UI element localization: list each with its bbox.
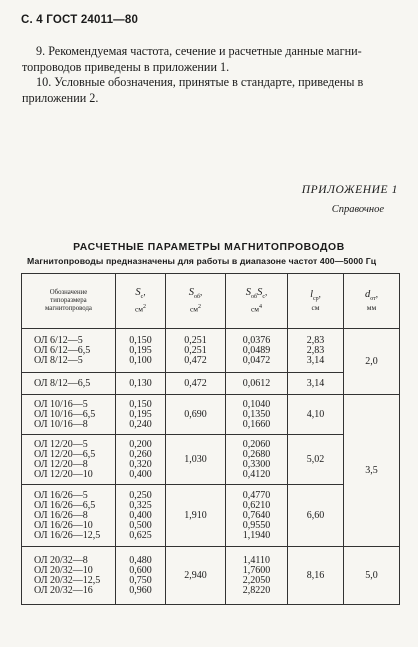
sc-value: 0,320 <box>129 458 152 470</box>
designation-value: ОЛ 12/20—10 <box>34 468 93 480</box>
paragraph-9 <box>22 44 400 75</box>
designation-value: ОЛ 20/32—12,5 <box>34 574 101 586</box>
header-sobsc-subscript-2: с <box>262 294 265 301</box>
table-row-group <box>22 485 400 547</box>
table-subtitle: Магнитопроводы предназначены для работы в диапазоне частот 400—5000 Гц <box>27 256 377 266</box>
designation-value: ОЛ 6/12—5 <box>34 334 83 346</box>
designation-value: ОЛ 10/16—8 <box>34 418 88 430</box>
lcp-value: 2,83 <box>306 334 325 346</box>
page-header: С. 4 ГОСТ 24011—80 <box>21 14 139 26</box>
header-lcp-subscript: ср <box>313 295 319 302</box>
sobsc-value: 0,1350 <box>242 408 271 420</box>
sobsc-value: 0,3300 <box>242 458 271 470</box>
appendix-title: ПРИЛОЖЕНИЕ 1 <box>301 184 398 196</box>
sc-cell <box>116 329 166 373</box>
sc-value: 0,500 <box>129 519 152 531</box>
header-lcp-symbol: l <box>310 288 313 300</box>
dot-value: 2,0 <box>365 356 378 367</box>
sob-value: 1,030 <box>184 454 207 465</box>
header-lcp: $l_{ср}$, см <box>288 274 344 329</box>
designation-value: ОЛ 8/12—5 <box>34 354 83 366</box>
sc-value: 0,480 <box>129 554 152 566</box>
sc-value: 0,195 <box>129 408 152 420</box>
designation-cell <box>22 547 116 605</box>
sobsc-cell <box>226 435 288 485</box>
designation-value: ОЛ 10/16—5 <box>34 398 88 410</box>
sc-cell <box>116 435 166 485</box>
designation-value: ОЛ 6/12—6,5 <box>34 344 91 356</box>
sc-cell <box>116 373 166 395</box>
sob-value: 1,910 <box>184 510 207 521</box>
sc-cell <box>116 485 166 547</box>
designation-cell <box>22 485 116 547</box>
sob-value: 0,472 <box>184 354 207 366</box>
sc-value: 0,150 <box>129 398 152 410</box>
lcp-value: 4,10 <box>306 409 325 420</box>
designation-value: ОЛ 20/32—10 <box>34 564 93 576</box>
sob-value: 0,472 <box>184 377 207 389</box>
designation-value: ОЛ 20/32—8 <box>34 554 88 566</box>
sob-cell <box>166 547 226 605</box>
designation-value: ОЛ 16/26—6,5 <box>34 499 96 511</box>
sobsc-cell <box>226 547 288 605</box>
sob-value: 0,690 <box>184 409 207 420</box>
sc-value: 0,100 <box>129 354 152 366</box>
table-row-group <box>22 435 400 485</box>
sc-value: 0,400 <box>129 509 152 521</box>
header-dot-subscript: от <box>370 295 376 302</box>
header-sc-unit: см <box>134 304 144 314</box>
sc-value: 0,250 <box>129 489 152 501</box>
sc-value: 0,240 <box>129 418 152 430</box>
lcp-cell <box>288 373 344 395</box>
sc-cell <box>116 395 166 435</box>
header-sob-unit: см <box>189 304 199 314</box>
sobsc-value: 0,0489 <box>242 344 271 356</box>
sobsc-value: 0,1660 <box>242 418 271 430</box>
sc-value: 0,400 <box>129 468 152 480</box>
lcp-value: 3,14 <box>306 377 325 389</box>
designation-value: ОЛ 16/26—5 <box>34 489 88 501</box>
paragraph-9-line-1: 9. Рекомендуемая частота, сечение и расчетные данные магни- <box>36 44 362 58</box>
header-dot-symbol: d <box>364 288 371 300</box>
sobsc-value: 0,1040 <box>242 398 271 410</box>
sobsc-cell <box>226 329 288 373</box>
header-sobsc-subscript-1: об <box>251 294 258 301</box>
dot-value: 5,0 <box>365 570 378 581</box>
header-sobsc-symbol-2: S <box>257 287 263 299</box>
sobsc-value: 0,9550 <box>242 519 271 531</box>
sobsc-value: 0,0612 <box>242 377 271 389</box>
sc-value: 0,325 <box>129 499 152 511</box>
designation-value: ОЛ 10/16—6,5 <box>34 408 96 420</box>
header-sc-symbol: S <box>135 287 141 299</box>
paragraph-10-line-1: 10. Условные обозначения, принятые в стандарте, приведены в <box>36 75 364 89</box>
header-designation-line-1: Обозначение <box>49 289 88 296</box>
header-sc-exponent: 2 <box>143 304 147 311</box>
designation-value: ОЛ 16/26—10 <box>34 519 93 531</box>
sobsc-value: 0,7640 <box>242 509 271 521</box>
header-dot: $d_{от}$, мм <box>344 274 400 329</box>
lcp-cell <box>288 435 344 485</box>
header-sobsc-symbol-1: S <box>245 287 251 299</box>
table-header-row <box>22 274 400 329</box>
sc-value: 0,625 <box>129 529 152 541</box>
header-sc: $S_с$, $см^2$ <box>116 274 166 329</box>
sobsc-value: 1,4110 <box>242 554 271 566</box>
sobsc-value: 0,4120 <box>242 468 271 480</box>
lcp-value: 5,02 <box>306 454 325 465</box>
table-title: РАСЧЕТНЫЕ ПАРАМЕТРЫ МАГНИТОПРОВОДОВ <box>73 242 345 253</box>
sobsc-value: 0,0472 <box>242 354 271 366</box>
table-row-group <box>22 547 400 605</box>
lcp-value: 8,16 <box>306 570 325 581</box>
sob-cell <box>166 435 226 485</box>
lcp-value: 2,83 <box>306 344 325 356</box>
sob-value: 0,251 <box>184 334 207 346</box>
designation-value: ОЛ 8/12—6,5 <box>34 377 91 389</box>
sc-value: 0,600 <box>129 564 152 576</box>
sobsc-value: 0,0376 <box>242 334 271 346</box>
sobsc-cell <box>226 373 288 395</box>
sobsc-value: 0,2060 <box>242 438 271 450</box>
dot-cell <box>344 395 400 547</box>
header-sob: $S_{об}$, $см^2$ <box>166 274 226 329</box>
table-row-group <box>22 373 400 395</box>
sc-value: 0,750 <box>129 574 152 586</box>
sobsc-value: 0,6210 <box>242 499 271 511</box>
sobsc-value: 0,4770 <box>242 489 271 501</box>
table-row-group <box>22 395 400 435</box>
header-designation-line-2: типоразмера <box>50 297 87 304</box>
lcp-value: 6,60 <box>306 510 325 521</box>
sc-value: 0,260 <box>129 448 152 460</box>
lcp-cell <box>288 485 344 547</box>
dot-cell <box>344 329 400 395</box>
lcp-cell <box>288 329 344 373</box>
paragraph-9-line-2: топроводов приведены в приложении 1. <box>22 59 230 74</box>
designation-value: ОЛ 12/20—8 <box>34 458 88 470</box>
sc-value: 0,130 <box>129 377 152 389</box>
sob-cell <box>166 395 226 435</box>
sobsc-value: 1,1940 <box>242 529 271 541</box>
sob-cell <box>166 485 226 547</box>
designation-value: ОЛ 12/20—6,5 <box>34 448 96 460</box>
header-sob-subscript: об <box>193 294 201 301</box>
designation-value: ОЛ 16/26—12,5 <box>34 529 101 541</box>
table-row-group <box>22 329 400 373</box>
header-sobsc-exponent: 4 <box>259 304 263 311</box>
header-sob-exponent: 2 <box>198 304 202 311</box>
dot-value: 3,5 <box>365 465 378 476</box>
sobsc-value: 0,2680 <box>242 448 271 460</box>
sc-value: 0,200 <box>129 438 152 450</box>
header-sobsc: $S_{об}S_с$, $см^4$ <box>226 274 288 329</box>
lcp-cell <box>288 395 344 435</box>
header-dot-unit: мм <box>366 303 377 313</box>
designation-cell <box>22 329 116 373</box>
header-lcp-unit: см <box>311 303 320 313</box>
designation-cell <box>22 373 116 395</box>
sob-cell <box>166 373 226 395</box>
header-sob-symbol: S <box>188 287 194 299</box>
parameters-table <box>21 273 400 605</box>
sc-value: 0,195 <box>129 344 152 356</box>
sc-value: 0,150 <box>129 334 152 346</box>
sc-cell <box>116 547 166 605</box>
paragraph-10-line-2: приложении 2. <box>22 90 99 105</box>
appendix-status: Справочное <box>331 204 384 215</box>
sobsc-cell <box>226 395 288 435</box>
sobsc-value: 1,7600 <box>242 564 271 576</box>
paragraph-10 <box>22 75 400 106</box>
sob-value: 2,940 <box>184 570 207 581</box>
dot-cell <box>344 547 400 605</box>
sobsc-value: 2,8220 <box>242 584 271 596</box>
header-designation-line-3: магнитопровода <box>45 305 92 312</box>
designation-value: ОЛ 16/26—8 <box>34 509 88 521</box>
sobsc-value: 2,2050 <box>242 574 271 586</box>
sob-cell <box>166 329 226 373</box>
header-designation <box>22 274 116 329</box>
designation-cell <box>22 395 116 435</box>
sobsc-cell <box>226 485 288 547</box>
sob-value: 0,251 <box>184 344 207 356</box>
lcp-cell <box>288 547 344 605</box>
sc-value: 0,960 <box>129 584 152 596</box>
designation-cell <box>22 435 116 485</box>
header-sobsc-unit: см <box>250 304 260 314</box>
header-sc-subscript: с <box>140 294 144 301</box>
designation-value: ОЛ 12/20—5 <box>34 438 88 450</box>
lcp-value: 3,14 <box>306 354 325 366</box>
designation-value: ОЛ 20/32—16 <box>34 584 93 596</box>
